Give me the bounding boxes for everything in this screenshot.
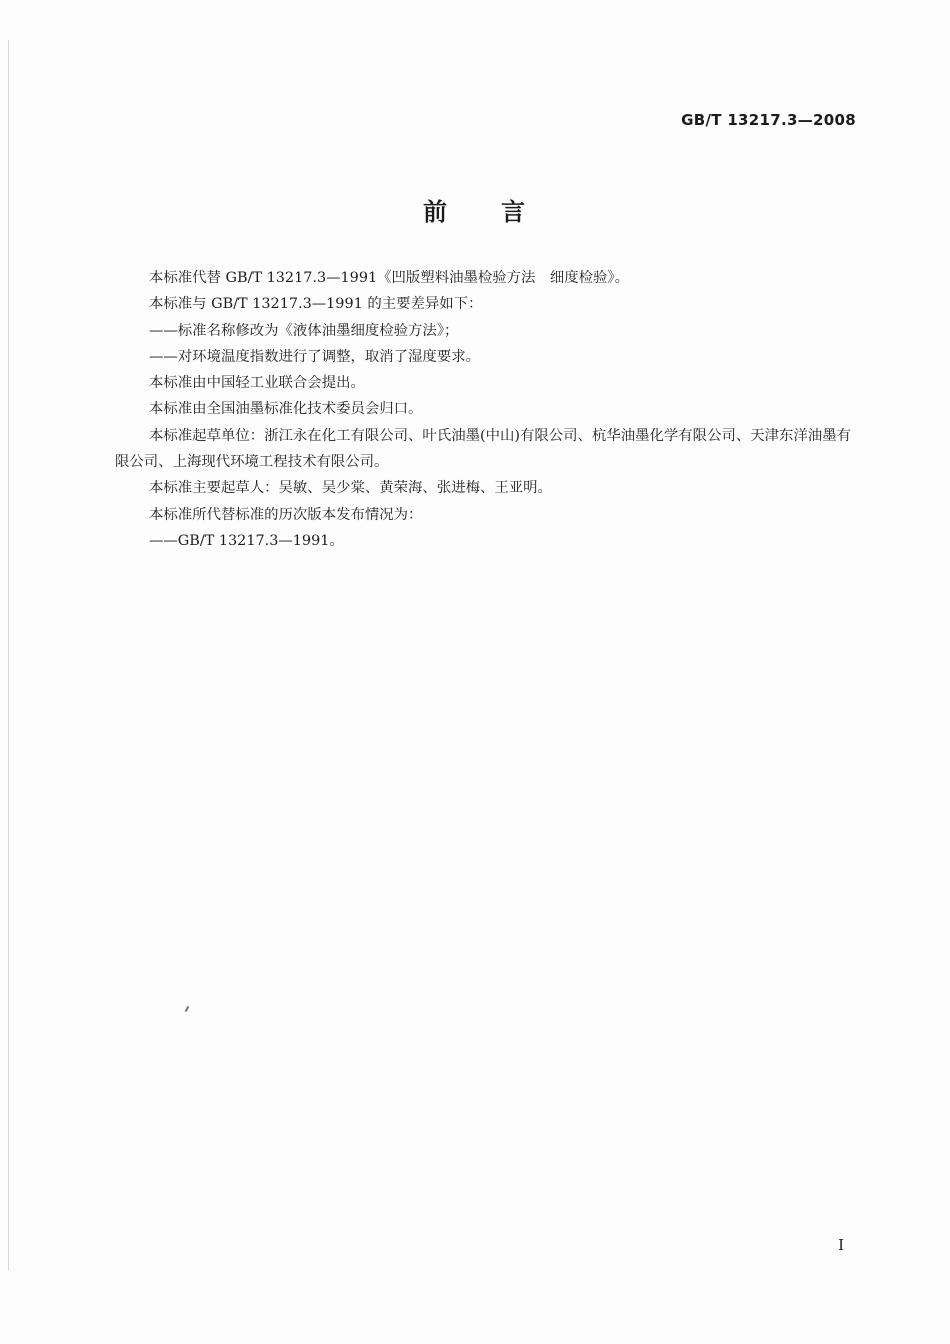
paragraph-previous-editions: 本标准所代替标准的历次版本发布情况为： <box>149 506 423 523</box>
list-item-environment-change: ——对环境温度指数进行了调整，取消了湿度要求。 <box>149 348 480 365</box>
title-char-1: 前 <box>423 198 449 226</box>
list-item-previous-edition: ——GB/T 13217.3—1991。 <box>149 532 344 549</box>
list-item-title-change: ——标准名称修改为《液体油墨细度检验方法》； <box>149 322 459 339</box>
paragraph-replaces: 本标准代替 GB/T 13217.3—1991《凹版塑料油墨检验方法 细度检验》。 <box>149 270 629 286</box>
foreword-body <box>115 265 860 554</box>
paragraph-drafters: 本标准主要起草人：吴敏、吴少棠、黄荣海、张进梅、王亚明。 <box>149 480 552 497</box>
paragraph-differences: 本标准与 GB/T 13217.3—1991 的主要差异如下： <box>149 296 483 313</box>
standard-code: GB/T 13217.3—2008 <box>681 111 856 129</box>
paragraph-proposed-by: 本标准由中国轻工业联合会提出。 <box>149 375 365 392</box>
title-char-2: 言 <box>501 198 527 226</box>
page-title <box>0 192 950 227</box>
scan-speck <box>185 1006 190 1012</box>
paragraph-centralized-by: 本标准由全国油墨标准化技术委员会归口。 <box>149 401 423 418</box>
paragraph-drafting-units: 本标准起草单位：浙江永在化工有限公司、叶氏油墨(中山)有限公司、杭华油墨化学有限公司、天津东洋油墨有限公司、上海现代环境工程技术有限公司。 <box>115 427 851 471</box>
page-number: I <box>838 1236 844 1254</box>
